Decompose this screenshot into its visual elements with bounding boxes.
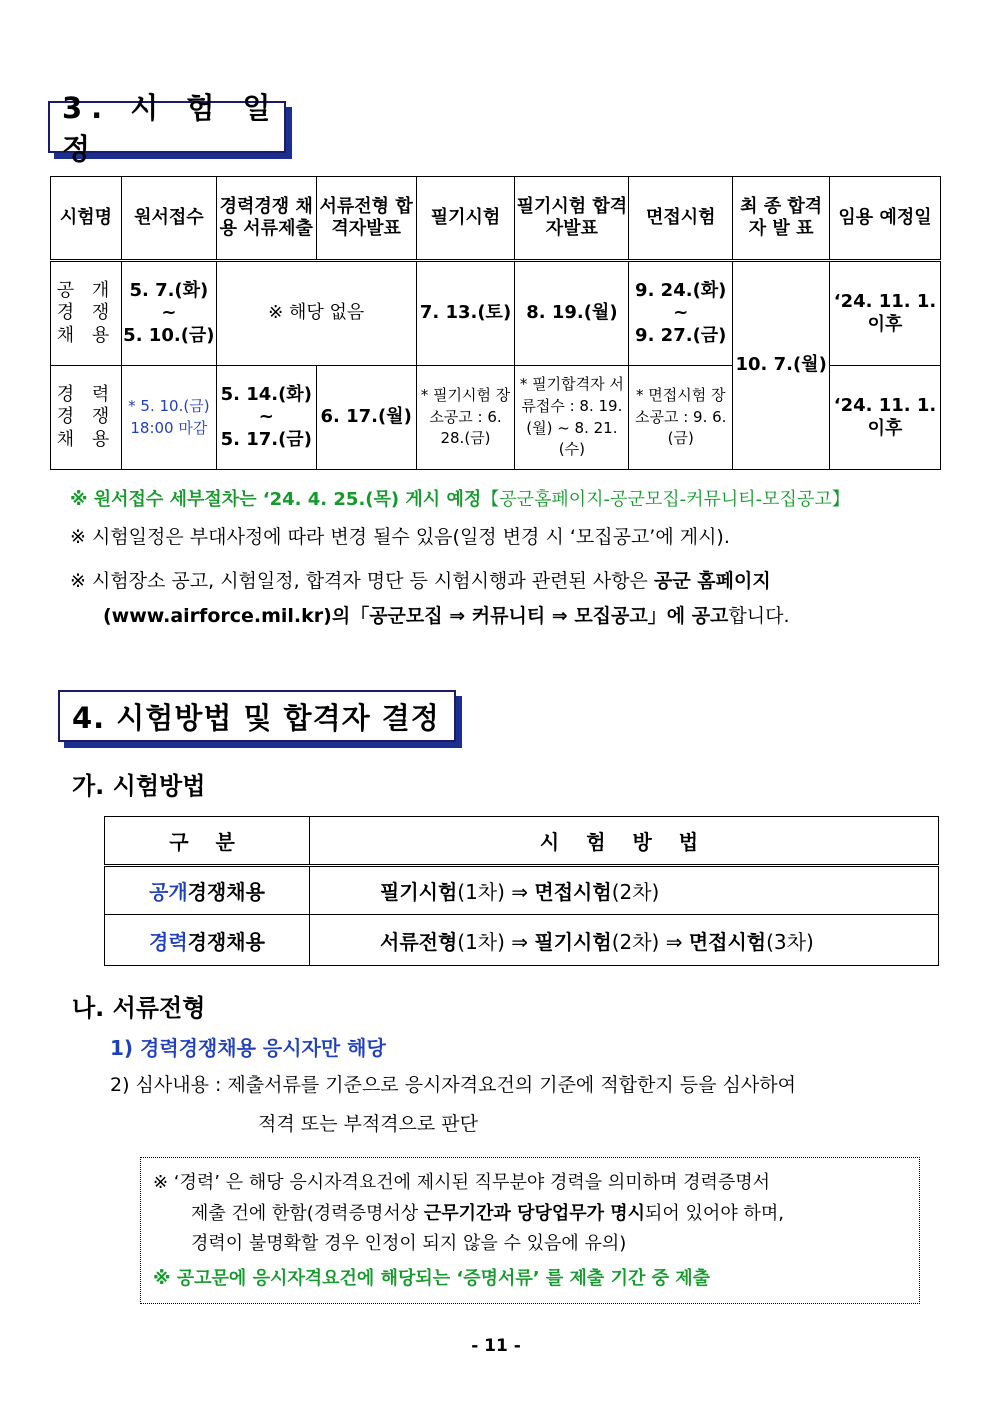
open-interview: 9. 24.(화) ~ 9. 27.(금)	[629, 261, 733, 366]
schedule-table	[50, 176, 941, 470]
header-appoint: 임용 예정일	[830, 177, 941, 261]
open-appoint: ‘24. 11. 1. 이후	[830, 261, 941, 366]
row-career-name: 경 력 경 쟁 채 용	[51, 366, 122, 470]
final-date: 10. 7.(월)	[733, 261, 830, 470]
method-heading: 가. 시험방법	[72, 772, 206, 800]
docs-item-2: 2) 심사내용 : 제출서류를 기준으로 응시자격요건의 기준에 적합한지 등을 심사하여	[110, 1074, 796, 1096]
note-announcement: ※ 시험장소 공고, 시험일정, 합격자 명단 등 시험시행과 관련된 사항은 공군 홈페이지 (www.airforce.mil.kr)의「공군모집 ⇒ 커뮤니티 ⇒ 모집공고」에 공고합니다.	[70, 570, 790, 628]
open-none: ※ 해당 없음	[216, 261, 416, 366]
career-appoint: ‘24. 11. 1. 이후	[830, 366, 941, 470]
note-schedule-change: ※ 시험일정은 부대사정에 따라 변경 될수 있음(일정 변경 시 ‘모집공고’에 게시).	[70, 526, 730, 548]
header-written: 필기시험	[416, 177, 515, 261]
header-career-docs: 경력경쟁 채 용 서류제출	[216, 177, 316, 261]
career-apply-note: * 5. 10.(금) 18:00 마감	[121, 366, 216, 470]
header-name: 시험명	[51, 177, 122, 261]
method-row-career-kind: 경력경쟁채용	[105, 915, 310, 966]
method-table	[104, 816, 939, 966]
docs-item-2-cont: 적격 또는 부적격으로 판단	[258, 1113, 479, 1135]
method-row-open-kind: 공개경쟁채용	[105, 865, 310, 915]
row-open-name: 공 개 경 쟁 채 용	[51, 261, 122, 366]
header-apply: 원서접수	[121, 177, 216, 261]
section-4-title: 4. 시험방법 및 합격자 결정	[58, 690, 456, 742]
header-doc-pass: 서류전형 합격자발표	[316, 177, 416, 261]
career-doc-pass: 6. 17.(월)	[316, 366, 416, 470]
header-written-pass: 필기시험 합격자발표	[515, 177, 629, 261]
career-docs: 5. 14.(화) ~ 5. 17.(금)	[216, 366, 316, 470]
method-row-open-steps: 필기시험(1차) ⇒ 면접시험(2차)	[310, 865, 939, 915]
career-written-pass-note: * 필기합격자 서류접수 : 8. 19.(월) ~ 8. 21.(수)	[515, 366, 629, 470]
open-apply: 5. 7.(화) ~ 5. 10.(금)	[121, 261, 216, 366]
career-note-box: ※ ‘경력’ 은 해당 응시자격요건에 제시된 직무분야 경력을 의미하며 경력증명서 제출 건에 한함(경력증명서상 근무기간과 당당업무가 명시되어 있어야 하며, 경력이 불명확할 경우 인정이 되지 않을 수 있음에 유의) ※ 공고문에 응시자격요건에 해당되는 ‘증명서류’ 를 제출 기간 중 제출	[140, 1157, 920, 1304]
page-number: - 11 -	[471, 1336, 521, 1356]
method-col-kind: 구 분	[105, 817, 310, 866]
career-written-note: * 필기시험 장소공고 : 6. 28.(금)	[416, 366, 515, 470]
header-interview: 면접시험	[629, 177, 733, 261]
method-col-method: 시 험 방 법	[310, 817, 939, 866]
method-row-career-steps: 서류전형(1차) ⇒ 필기시험(2차) ⇒ 면접시험(3차)	[310, 915, 939, 966]
section-3-title: 3. 시 험 일 정	[48, 101, 286, 153]
note-apply-detail: ※ 원서접수 세부절차는 ‘24. 4. 25.(목) 게시 예정【공군홈페이지-공군모집-커뮤니티-모집공고】	[70, 489, 850, 510]
open-written-pass: 8. 19.(월)	[515, 261, 629, 366]
docs-item-1: 1) 경력경쟁채용 응시자만 해당	[110, 1036, 386, 1060]
career-interview-note: * 면접시험 장소공고 : 9. 6.(금)	[629, 366, 733, 470]
open-written: 7. 13.(토)	[416, 261, 515, 366]
header-final: 최 종 합격자 발 표	[733, 177, 830, 261]
docs-heading: 나. 서류전형	[72, 994, 206, 1022]
